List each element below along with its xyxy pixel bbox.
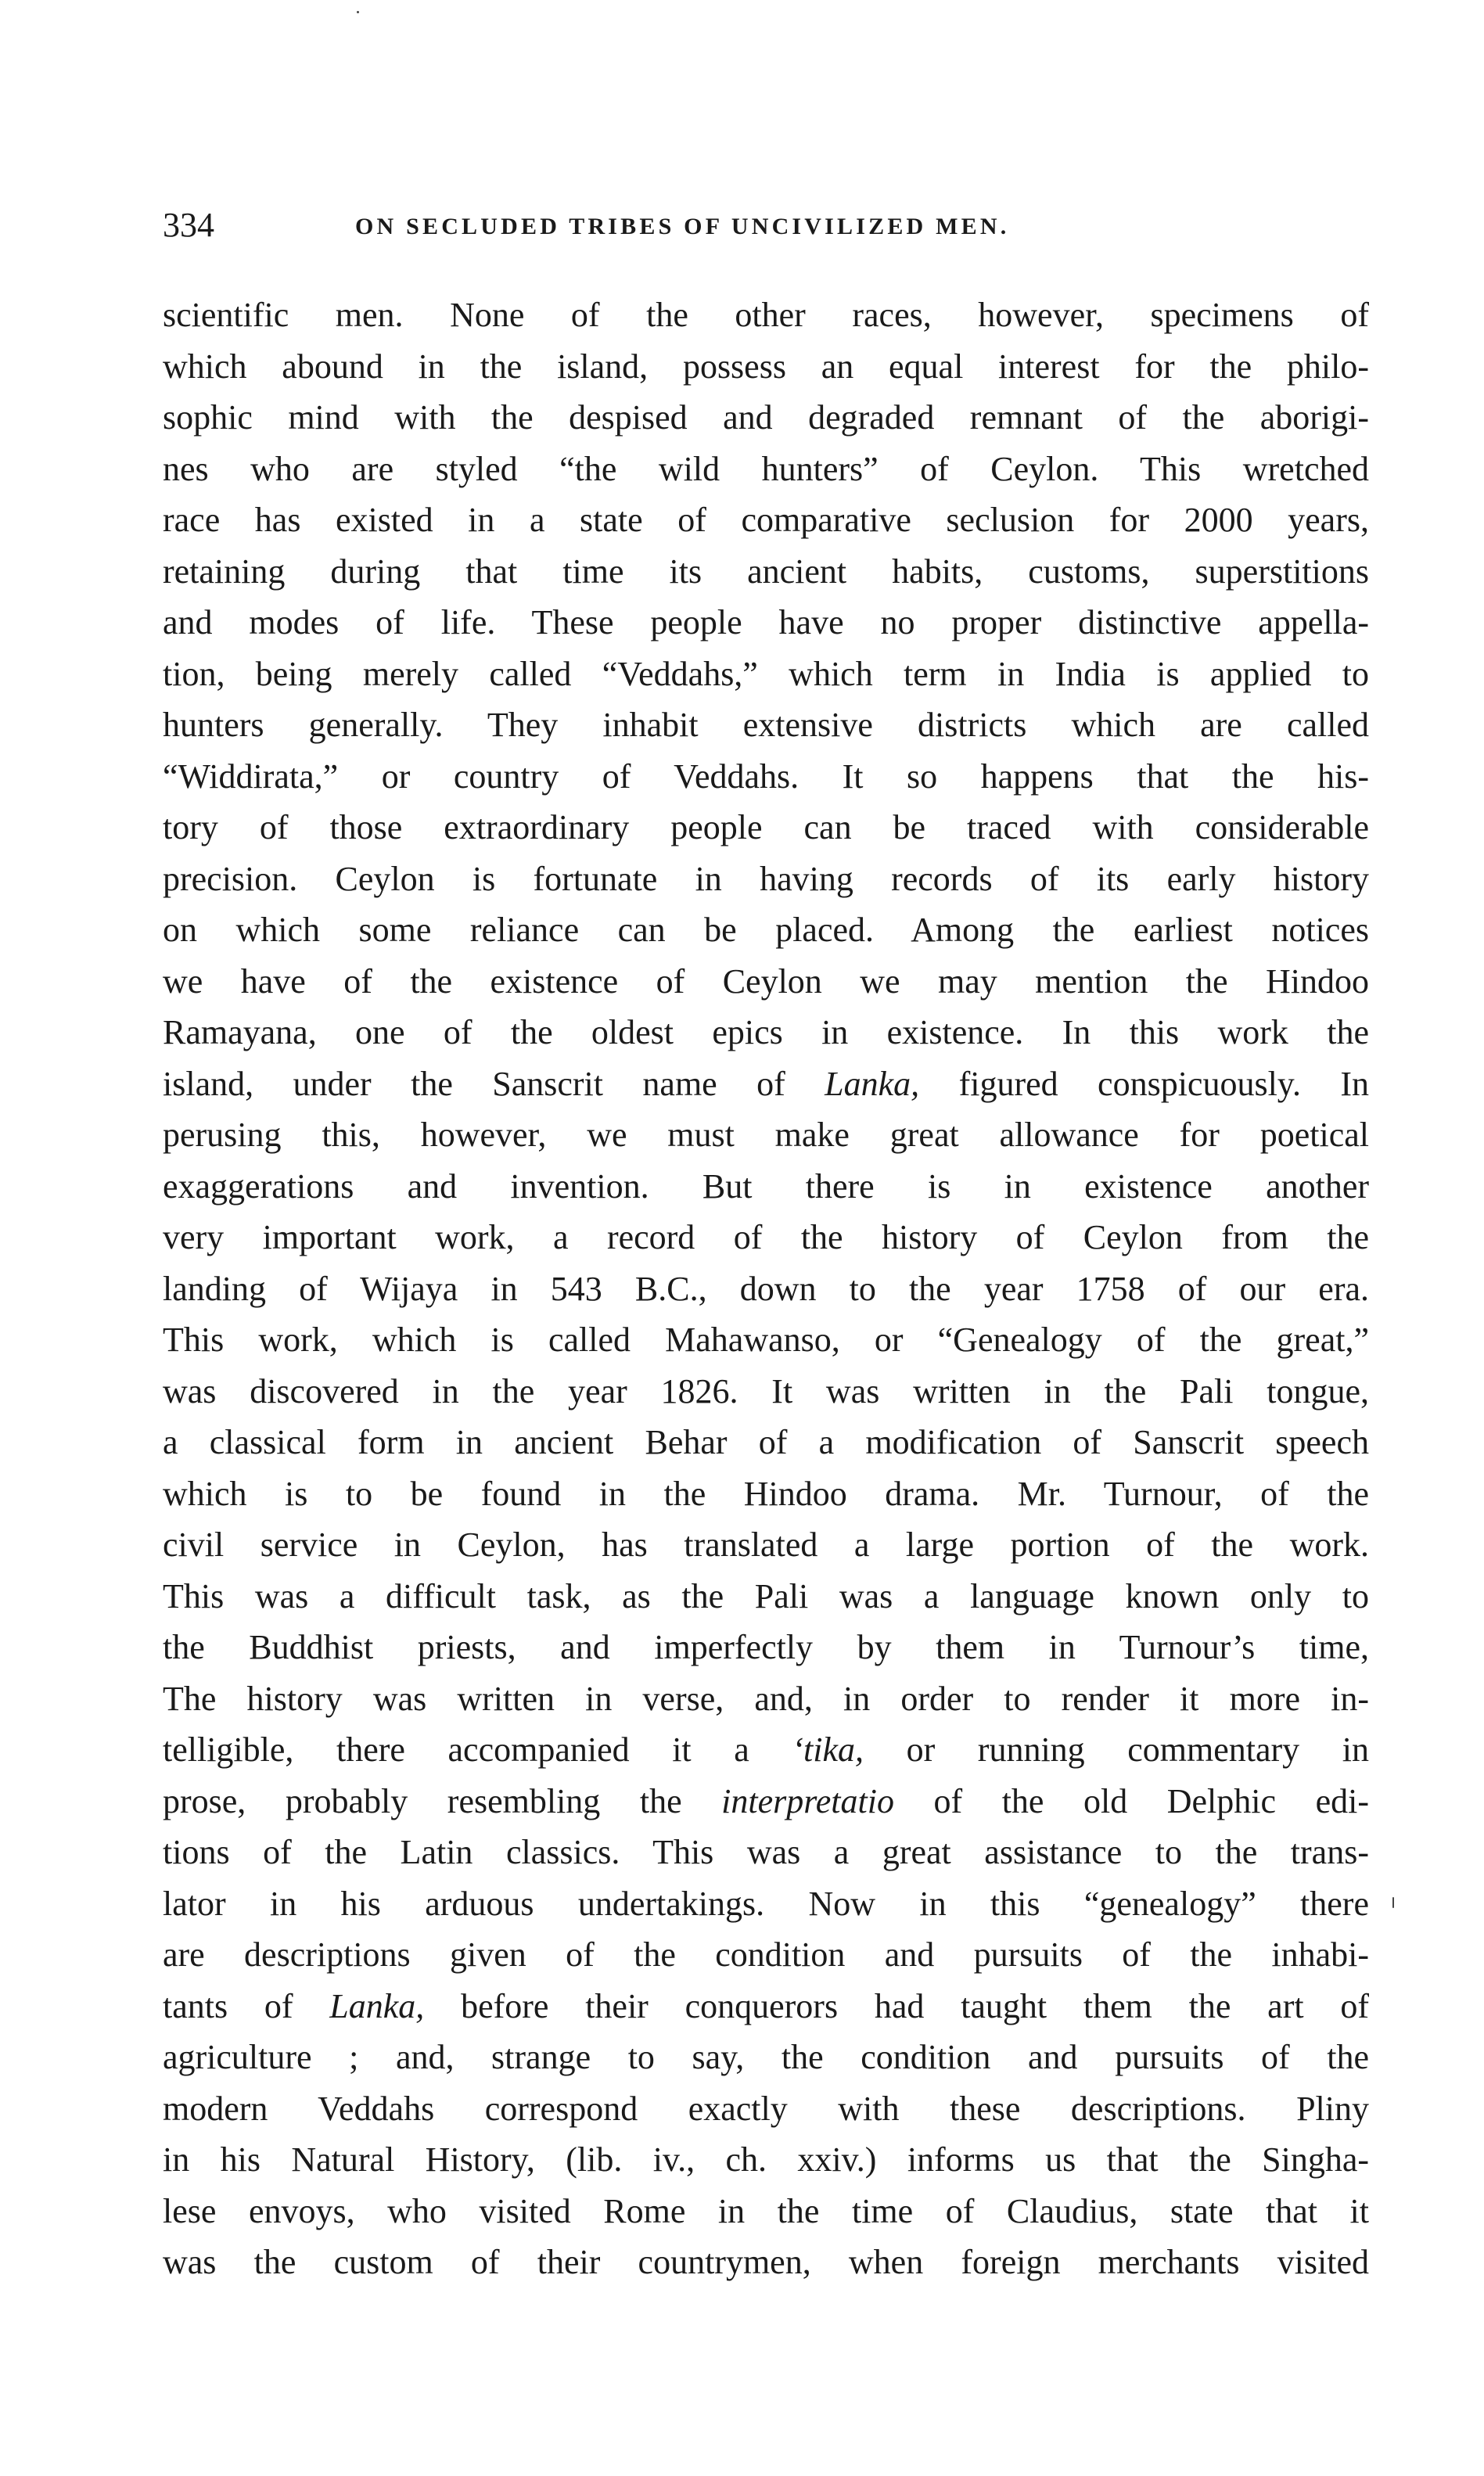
text-line: modern Veddahs correspond exactly with these descriptions. Pliny <box>163 2089 1369 2128</box>
text-line: precision. Ceylon is fortunate in having records of its early history <box>163 859 1369 898</box>
text-line: island, under the Sanscrit name of Lanka, figured conspicuously. In <box>163 1064 1369 1103</box>
text-line: tants of Lanka, before their conquerors had taught them the art of <box>163 1986 1369 2025</box>
text-line: telligible, there accompanied it a ‘tika, or running commentary in <box>163 1730 1369 1769</box>
text-line: scientific men. None of the other races, however, specimens of <box>163 296 1369 334</box>
text-line: very important work, a record of the history of Ceylon from the <box>163 1218 1369 1256</box>
text-line: hunters generally. They inhabit extensive districts which are called <box>163 706 1369 744</box>
text-line: exaggerations and invention. But there is in existence another <box>163 1166 1369 1206</box>
text-line: This was a difficult task, as the Pali was a language known only to <box>163 1576 1369 1615</box>
text-line: This work, which is called Mahawanso, or “Genealogy of the great,” <box>163 1321 1369 1359</box>
text-line: civil service in Ceylon, has translated a large portion of the work. <box>163 1525 1369 1564</box>
running-head <box>163 202 1367 249</box>
scan-speck <box>357 11 359 13</box>
text-line: tions of the Latin classics. This was a great assistance to the trans- <box>163 1833 1369 1871</box>
text-line: tion, being merely called “Veddahs,” which term in India is applied to <box>163 654 1369 693</box>
text-line: perusing this, however, we must make great allowance for poetical <box>163 1116 1369 1154</box>
text-line: a classical form in ancient Behar of a modification of Sanscrit speech <box>163 1423 1369 1461</box>
text-line: agriculture ; and, strange to say, the condition and pursuits of the <box>163 2038 1369 2076</box>
text-line: tory of those extraordinary people can be traced with considerable <box>163 808 1369 846</box>
text-line: was discovered in the year 1826. It was written in the Pali tongue, <box>163 1371 1369 1410</box>
text-line: lator in his arduous undertakings. Now in this “genealogy” there <box>163 1884 1369 1923</box>
scan-speck <box>1392 1897 1394 1908</box>
text-line: prose, probably resembling the interpretatio of the old Delphic edi- <box>163 1781 1369 1820</box>
text-line: “Widdirata,” or country of Veddahs. It so happens that the his- <box>163 756 1369 796</box>
text-line: we have of the existence of Ceylon we may mention the Hindoo <box>163 961 1369 1001</box>
text-line: race has existed in a state of comparative seclusion for 2000 years, <box>163 501 1369 539</box>
text-line: which is to be found in the Hindoo drama. Mr. Turnour, of the <box>163 1474 1369 1513</box>
text-line: Ramayana, one of the oldest epics in existence. In this work the <box>163 1013 1369 1051</box>
page-number: 334 <box>163 206 214 244</box>
text-line: The history was written in verse, and, in order to render it more in- <box>163 1679 1369 1718</box>
text-line: on which some reliance can be placed. Among the earliest notices <box>163 911 1369 949</box>
text-line: the Buddhist priests, and imperfectly by them in Turnour’s time, <box>163 1628 1369 1666</box>
text-line: landing of Wijaya in 543 B.C., down to the year 1758 of our era. <box>163 1269 1369 1308</box>
text-line: are descriptions given of the condition and pursuits of the inhabi- <box>163 1935 1369 1974</box>
text-line: and modes of life. These people have no proper distinctive appella- <box>163 603 1369 641</box>
running-title: ON SECLUDED TRIBES OF UNCIVILIZED MEN. <box>355 214 1010 239</box>
text-line: in his Natural History, (lib. iv., ch. xxiv.) informs us that the Singha- <box>163 2140 1369 2179</box>
text-line: retaining during that time its ancient habits, customs, superstitions <box>163 552 1369 591</box>
text-line: nes who are styled “the wild hunters” of Ceylon. This wretched <box>163 449 1369 488</box>
text-line: sophic mind with the despised and degraded remnant of the aborigi- <box>163 398 1369 437</box>
text-line: lese envoys, who visited Rome in the time of Claudius, state that it <box>163 2191 1369 2230</box>
text-line: was the custom of their countrymen, when foreign merchants visited <box>163 2243 1369 2281</box>
body-text <box>163 289 1369 2288</box>
text-line: which abound in the island, possess an equal interest for the philo- <box>163 347 1369 386</box>
